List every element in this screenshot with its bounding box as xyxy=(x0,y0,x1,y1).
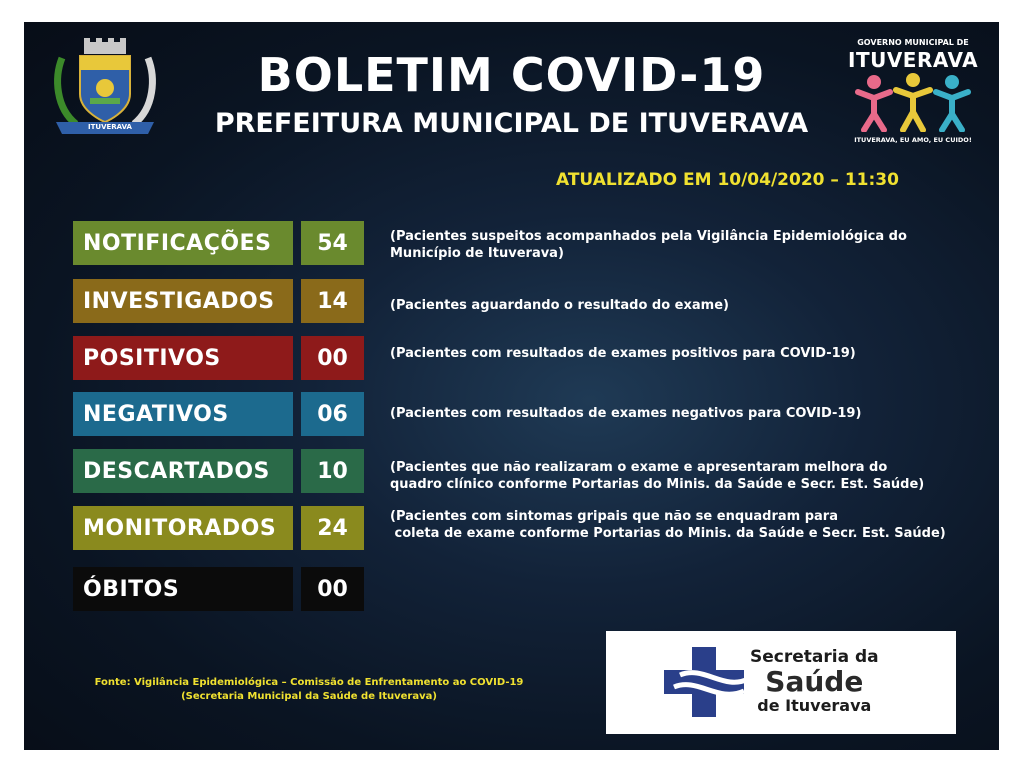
stat-label: NOTIFICAÇÕES xyxy=(73,221,293,265)
stat-label: POSITIVOS xyxy=(73,336,293,380)
brand-name-text: ITUVERAVA xyxy=(848,48,979,72)
stat-value: 54 xyxy=(301,221,364,265)
updated-timestamp: ATUALIZADO EM 10/04/2020 – 11:30 xyxy=(556,170,899,190)
source-note xyxy=(54,676,564,704)
stat-label: DESCARTADOS xyxy=(73,449,293,493)
stat-value: 24 xyxy=(301,506,364,550)
stat-label: NEGATIVOS xyxy=(73,392,293,436)
bulletin-subtitle: PREFEITURA MUNICIPAL DE ITUVERAVA xyxy=(214,108,809,139)
stat-description: (Pacientes com resultados de exames positivos para COVID-19) xyxy=(390,346,856,361)
stat-label: ÓBITOS xyxy=(73,567,293,611)
stat-description: (Pacientes que não realizaram o exame e apresentaram melhora do quadro clínico conforme Portarias do Minis. da Saúde e Secr. Est. Saúde) xyxy=(390,460,925,492)
secretaria-logo-box xyxy=(606,631,956,734)
bulletin-board xyxy=(24,22,999,750)
secretaria-line-1: Secretaria da xyxy=(750,647,879,667)
stat-label: MONITORADOS xyxy=(73,506,293,550)
stat-description: (Pacientes suspeitos acompanhados pela Vigilância Epidemiológica do Município de Ituverava) xyxy=(390,229,907,261)
stat-value: 14 xyxy=(301,279,364,323)
bulletin-title: BOLETIM COVID-19 xyxy=(257,48,766,102)
stat-label: INVESTIGADOS xyxy=(73,279,293,323)
source-line-1: Fonte: Vigilância Epidemiológica – Comissão de Enfrentamento ao COVID-19 xyxy=(94,677,524,688)
secretaria-text xyxy=(750,647,879,715)
stat-value: 00 xyxy=(301,567,364,611)
stat-value: 10 xyxy=(301,449,364,493)
brand-tagline-text: ITUVERAVA, EU AMO, EU CUIDO! xyxy=(854,136,972,144)
secretaria-line-2: Saúde xyxy=(765,665,864,698)
stat-description: (Pacientes com sintomas gripais que não se enquadram para coleta de exame conforme Portarias do Minis. da Saúde e Secr. Est. Saúde) xyxy=(390,509,946,541)
source-line-2: (Secretaria Municipal da Saúde de Ituverava) xyxy=(181,691,437,702)
brand-top-text: GOVERNO MUNICIPAL DE xyxy=(857,38,969,47)
stat-description: (Pacientes aguardando o resultado do exame) xyxy=(390,298,729,313)
stat-description: (Pacientes com resultados de exames negativos para COVID-19) xyxy=(390,406,862,421)
crest-ribbon-text: ITUVERAVA xyxy=(88,123,132,131)
stat-value: 00 xyxy=(301,336,364,380)
stat-value: 06 xyxy=(301,392,364,436)
health-cross-icon xyxy=(664,647,756,717)
secretaria-line-3: de Ituverava xyxy=(757,696,872,715)
